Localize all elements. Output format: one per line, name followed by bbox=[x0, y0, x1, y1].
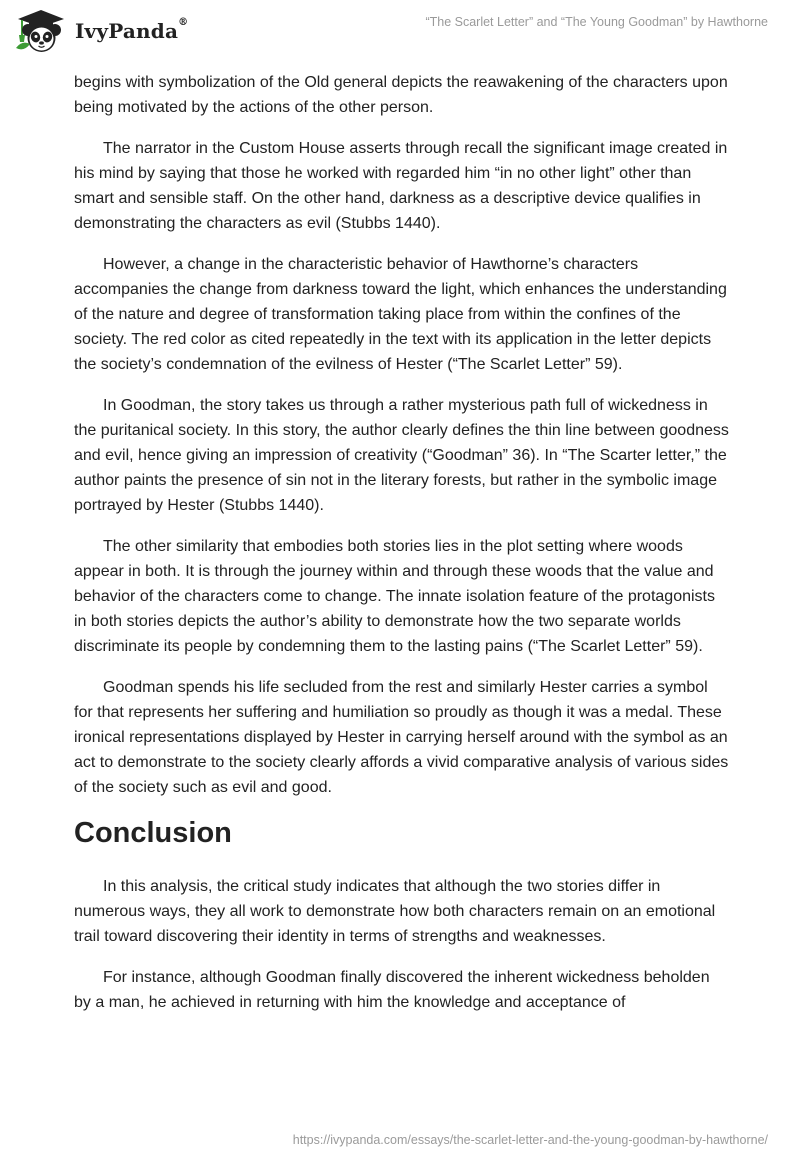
paragraph: Goodman spends his life secluded from the rest and similarly Hester carries a symbol for that represents her suffering and humiliation so proudly as though it was a medal. These ironical representations displayed by Hester in carrying herself around with the symbol as an act to demonstrate to the society clearly affords a vivid comparative analysis of various sides of the society such as evil and good. bbox=[74, 679, 729, 796]
document-title: “The Scarlet Letter” and “The Young Goodman” by Hawthorne bbox=[425, 15, 768, 29]
paragraph: begins with symbolization of the Old general depicts the reawakening of the characters upon being motivated by the actions of the other person. bbox=[74, 74, 728, 116]
essay-body bbox=[74, 70, 730, 1031]
paragraph: However, a change in the characteristic behavior of Hawthorne’s characters accompanies the change from darkness toward the light, which enhances the understanding of the nature and degree of transformation taking place from within the confines of the society. The red color as cited repeatedly in the text with its application in the letter depicts the society’s condemnation of the evilness of Hester (“The Scarlet Letter” 59). bbox=[74, 256, 727, 373]
paragraph: The narrator in the Custom House asserts through recall the significant image created in his mind by saying that those he worked with regarded him “in no other light” other than smart and sensible staff. On the other hand, darkness as a descriptive device qualifies in demonstrating the characters as evil (Stubbs 1440). bbox=[74, 140, 728, 232]
conclusion-heading: Conclusion bbox=[74, 817, 232, 849]
paragraph: The other similarity that embodies both stories lies in the plot setting where woods appear in both. It is through the journey within and through these woods that the value and behavior of the characters come to change. The innate isolation feature of the protagonists in both stories depicts the author’s ability to demonstrate how the two separate worlds discriminate its people by condemning them to the lasting pains (“The Scarlet Letter” 59). bbox=[74, 538, 715, 655]
ivypanda-logo[interactable] bbox=[14, 8, 188, 54]
source-url[interactable]: https://ivypanda.com/essays/the-scarlet-letter-and-the-young-goodman-by-hawthorne/ bbox=[292, 1133, 768, 1147]
page-header bbox=[0, 0, 800, 64]
brand-name: IvyPanda® bbox=[75, 17, 189, 43]
paragraph: For instance, although Goodman finally discovered the inherent wickedness beholden by a man, he achieved in returning with him the knowledge and acceptance of bbox=[74, 969, 710, 1011]
panda-logo-icon bbox=[14, 8, 72, 54]
paragraph: In this analysis, the critical study indicates that although the two stories differ in numerous ways, they all work to demonstrate how both characters remain on an emotional trail toward discovering their identity in terms of strengths and weaknesses. bbox=[74, 878, 716, 945]
paragraph: In Goodman, the story takes us through a rather mysterious path full of wickedness in the puritanical society. In this story, the author clearly defines the thin line between goodness and evil, hence giving an impression of creativity (“Goodman” 36). In “The Scarter letter,” the author paints the presence of sin not in the literary forests, but rather in the symbolic image portrayed by Hester (Stubbs 1440). bbox=[74, 397, 729, 514]
